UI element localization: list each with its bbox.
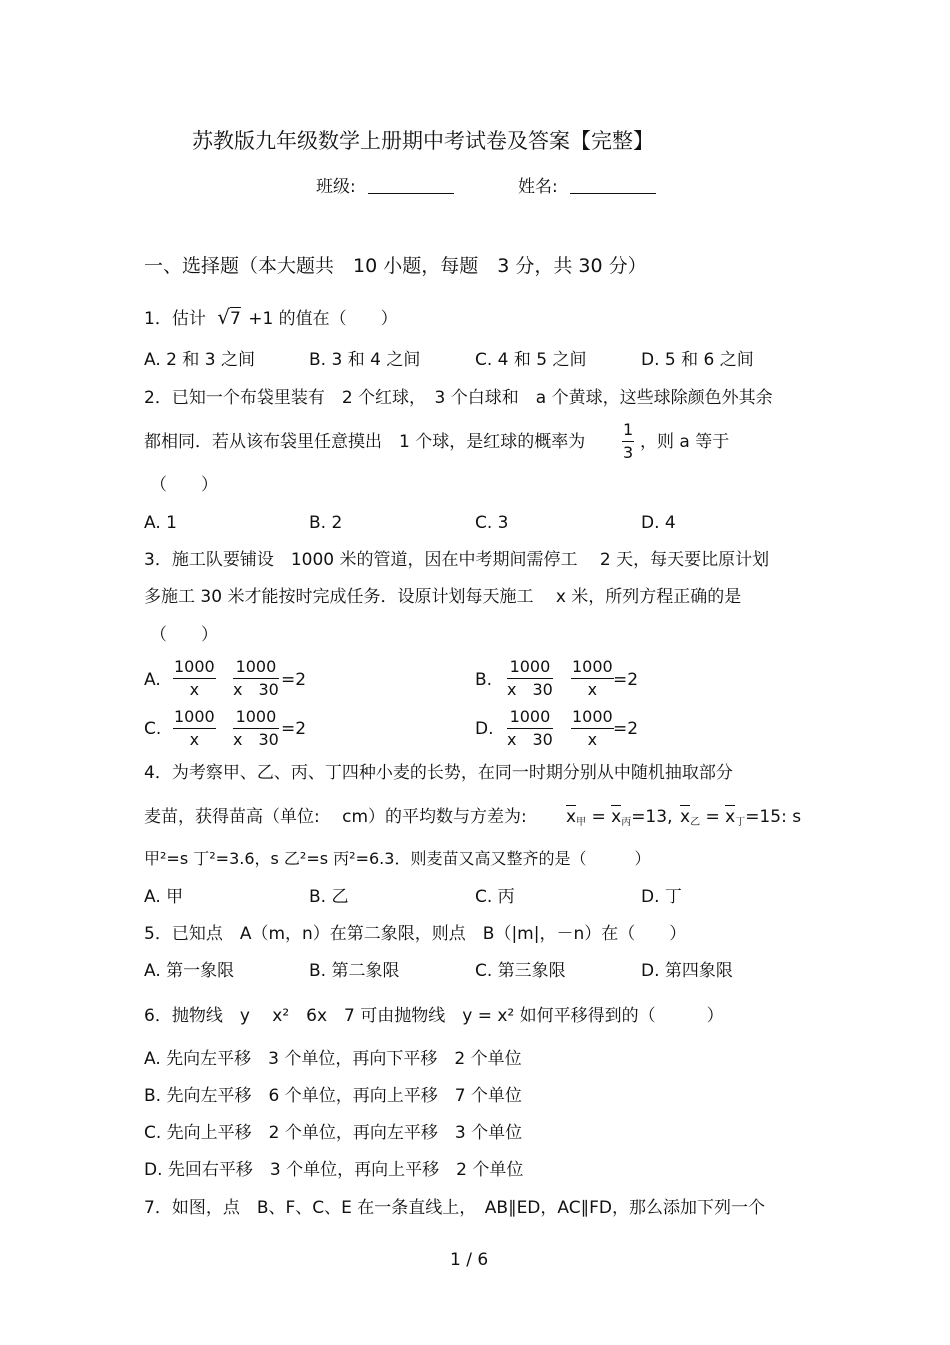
q4-val-2: =15: s <box>745 807 802 827</box>
section-heading: 一、选择题（本大题共 10 小题，每题 3 分，共 30 分） <box>144 255 647 277</box>
q2-line2b: ，则 a 等于 <box>640 432 730 452</box>
q2-option-c: C. 3 <box>475 513 509 533</box>
q3-b-frac2-den: x <box>587 680 598 699</box>
q3-d-frac2-num: 1000 <box>571 708 614 729</box>
q3-line3: （ ） <box>150 625 218 645</box>
q3-a-frac1-num: 1000 <box>173 658 216 679</box>
q4-val-1: =13, <box>631 807 673 827</box>
q2-line1: 2．已知一个布袋里装有 2 个红球， 3 个白球和 a 个黄球，这些球除颜色外其余 <box>144 388 773 408</box>
q2-option-a: A. 1 <box>144 513 177 533</box>
q3-b-frac2 <box>571 658 614 699</box>
q2-line2a: 都相同．若从该布袋里任意摸出 1 个球，是红球的概率为 <box>144 432 586 452</box>
q4-xbar-3: x <box>680 807 691 827</box>
q4-line3: 甲²=s 丁²=3.6，s 乙²=s 丙²=6.3．则麦苗又高又整齐的是（ ） <box>144 849 651 868</box>
q3-option-d-label: D. <box>475 719 494 739</box>
q3-b-eq: =2 <box>613 670 639 690</box>
class-blank <box>368 177 454 194</box>
q3-b-frac2-num: 1000 <box>571 658 614 679</box>
q3-b-frac1 <box>507 658 553 699</box>
q3-d-frac2 <box>571 708 614 749</box>
q4-sub-3: 乙 <box>690 817 701 828</box>
q4-line2a: 麦苗，获得苗高（单位: cm）的平均数与方差为: <box>144 807 527 827</box>
q3-d-frac1 <box>507 708 553 749</box>
q4-option-d: D. 丁 <box>641 887 682 907</box>
q3-c-frac1 <box>173 708 216 749</box>
q3-a-frac1-den: x <box>189 680 200 699</box>
class-label: 班级: <box>316 177 356 197</box>
q4-xbar-4: x <box>725 807 736 827</box>
q4-mean-expr-1 <box>566 806 672 834</box>
q3-line2: 多施工 30 米才能按时完成任务．设原计划每天施工 x 米，所列方程正确的是 <box>144 587 742 607</box>
q3-d-frac2-den: x <box>587 730 598 749</box>
q6-line1: 6．抛物线 y x² 6x 7 可由抛物线 y = x² 如何平移得到的（ ） <box>144 1006 724 1026</box>
q5-line1: 5．已知点 A（m，n）在第二象限，则点 B（|m|，－n）在（ ） <box>144 924 687 944</box>
name-field <box>518 176 656 198</box>
q3-d-eq: =2 <box>613 719 639 739</box>
q1-post: +1 的值在（ ） <box>248 309 398 329</box>
q4-eq-a: = <box>591 807 606 827</box>
q4-option-a: A. 甲 <box>144 887 184 907</box>
q4-sub-4: 丁 <box>735 817 746 828</box>
q3-a-frac1 <box>173 658 216 699</box>
q2-frac-den: 3 <box>623 443 634 462</box>
q3-d-frac1-num: 1000 <box>507 708 553 729</box>
page-title: 苏教版九年级数学上册期中考试卷及答案【完整】 <box>192 129 654 153</box>
q3-a-frac2 <box>233 658 279 699</box>
q3-c-frac1-num: 1000 <box>173 708 216 729</box>
q6-option-c: C. 先向上平移 2 个单位，再向左平移 3 个单位 <box>144 1123 523 1143</box>
q1-pre: 1．估计 <box>144 309 206 329</box>
q3-c-frac2 <box>233 708 279 749</box>
q4-option-c: C. 丙 <box>475 887 515 907</box>
q2-option-d: D. 4 <box>641 513 676 533</box>
q3-c-eq: =2 <box>281 719 307 739</box>
q3-c-frac2-den: x 30 <box>233 730 279 749</box>
q5-option-c: C. 第三象限 <box>475 961 566 981</box>
q4-sub-2: 丙 <box>621 817 632 828</box>
q3-option-a-label: A. <box>144 670 161 690</box>
name-label: 姓名: <box>518 177 558 197</box>
q4-xbar-2: x <box>611 807 622 827</box>
q4-line1: 4．为考察甲、乙、丙、丁四种小麦的长势，在同一时期分别从中随机抽取部分 <box>144 763 733 783</box>
q2-fraction <box>622 421 634 462</box>
q3-a-frac2-den: x 30 <box>233 680 279 699</box>
q3-a-eq: =2 <box>281 670 307 690</box>
q3-d-frac1-den: x 30 <box>507 730 553 749</box>
q1-radicand: 7 <box>229 309 241 329</box>
name-blank <box>570 177 656 194</box>
q5-option-b: B. 第二象限 <box>309 961 400 981</box>
q3-a-frac2-num: 1000 <box>233 658 279 679</box>
q4-xbar-1: x <box>566 807 577 827</box>
q6-option-b: B. 先向左平移 6 个单位，再向上平移 7 个单位 <box>144 1086 522 1106</box>
q4-mean-expr-2 <box>680 806 801 834</box>
q1-option-b: B. 3 和 4 之间 <box>309 350 421 370</box>
q2-line3: （ ） <box>150 475 218 495</box>
q5-option-a: A. 第一象限 <box>144 961 235 981</box>
q3-option-b-label: B. <box>475 670 493 690</box>
sqrt-7: √7 <box>217 305 241 329</box>
q2-frac-num: 1 <box>622 421 634 442</box>
q4-option-b: B. 乙 <box>309 887 349 907</box>
q3-b-frac1-num: 1000 <box>507 658 553 679</box>
q4-sub-1: 甲 <box>576 817 587 828</box>
q6-option-a: A. 先向左平移 3 个单位，再向下平移 2 个单位 <box>144 1049 522 1069</box>
class-field <box>316 176 454 198</box>
q5-option-d: D. 第四象限 <box>641 961 733 981</box>
q2-option-b: B. 2 <box>309 513 343 533</box>
q1-option-d: D. 5 和 6 之间 <box>641 350 754 370</box>
q3-b-frac1-den: x 30 <box>507 680 553 699</box>
q6-option-d: D. 先回右平移 3 个单位，再向上平移 2 个单位 <box>144 1160 524 1180</box>
q3-c-frac2-num: 1000 <box>233 708 279 729</box>
q3-c-frac1-den: x <box>189 730 200 749</box>
question-1 <box>144 306 398 330</box>
q1-option-a: A. 2 和 3 之间 <box>144 350 255 370</box>
q1-option-c: C. 4 和 5 之间 <box>475 350 587 370</box>
q7-line1: 7．如图，点 B、F、C、E 在一条直线上， AB∥ED，AC∥FD，那么添加下列一个 <box>144 1198 765 1218</box>
q4-eq-b: = <box>705 807 720 827</box>
q3-option-c-label: C. <box>144 719 162 739</box>
page-number: 1 / 6 <box>450 1250 489 1270</box>
q3-line1: 3．施工队要铺设 1000 米的管道，因在中考期间需停工 2 天，每天要比原计划 <box>144 550 770 570</box>
